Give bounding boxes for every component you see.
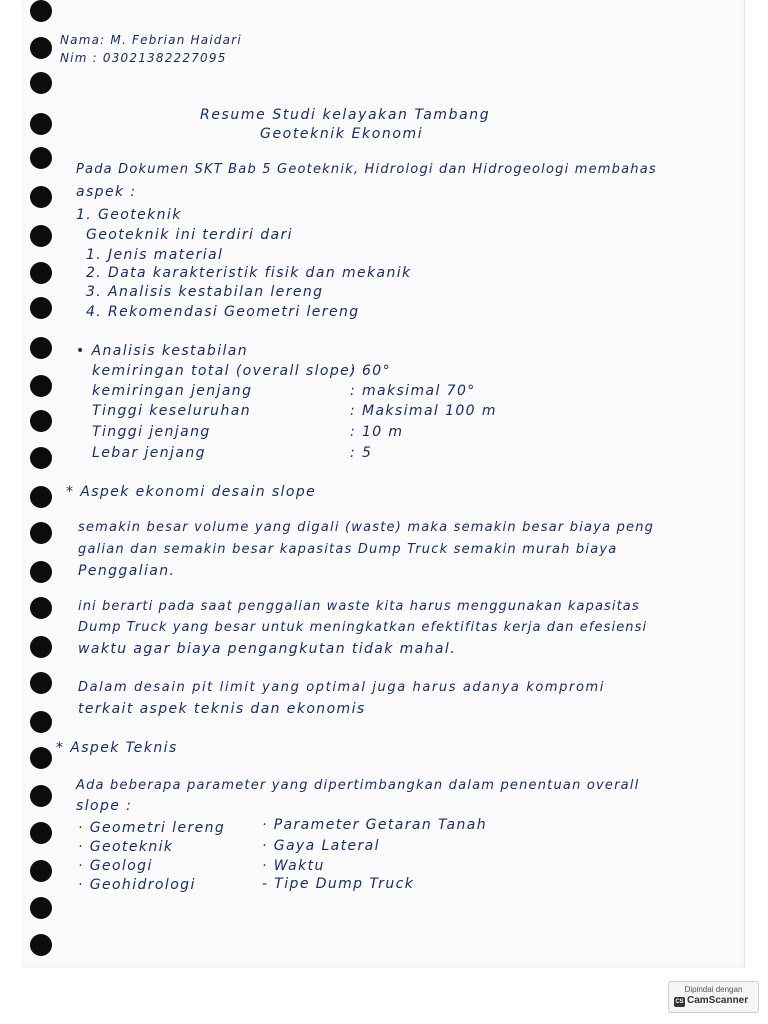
binder-hole [30, 711, 52, 733]
binder-hole [30, 447, 52, 469]
binder-hole [30, 375, 52, 397]
ekonomi-paragraph-line: terkait aspek teknis dan ekonomis [78, 701, 366, 717]
teknis-intro-line: slope : [76, 798, 133, 814]
ekonomi-heading: * Aspek ekonomi desain slope [66, 484, 317, 500]
binder-hole [30, 297, 52, 319]
page-title: Resume Studi kelayakan Tambang [200, 107, 491, 123]
ekonomi-paragraph-line: waktu agar biaya pengangkutan tidak mahal. [78, 641, 457, 657]
binder-hole [30, 410, 52, 432]
binder-hole [30, 747, 52, 769]
badge-app-name: CamScanner [687, 995, 749, 1006]
binder-hole [30, 897, 52, 919]
analisis-label: Tinggi keseluruhan [92, 403, 251, 419]
teknis-heading: * Aspek Teknis [56, 740, 178, 756]
binder-hole [30, 186, 52, 208]
binder-hole [30, 37, 52, 59]
page-subtitle: Geoteknik Ekonomi [260, 126, 424, 142]
ekonomi-paragraph-line: Dalam desain pit limit yang optimal juga harus adanya kompromi [78, 680, 605, 695]
intro-line: Pada Dokumen SKT Bab 5 Geoteknik, Hidrologi dan Hidrogeologi membahas [76, 162, 657, 177]
analisis-value: : 5 [350, 445, 373, 461]
binder-hole [30, 262, 52, 284]
analisis-label: Tinggi jenjang [92, 424, 211, 440]
binder-hole [30, 785, 52, 807]
binder-hole [30, 225, 52, 247]
ekonomi-paragraph-line: Dump Truck yang besar untuk meningkatkan efektifitas kerja dan efesiensi [78, 620, 648, 635]
binder-hole [30, 860, 52, 882]
ekonomi-paragraph-line: Penggalian. [78, 563, 176, 579]
binder-hole [30, 486, 52, 508]
section-heading-geoteknik: 1. Geoteknik [76, 207, 182, 223]
ekonomi-paragraph-line: semakin besar volume yang digali (waste) maka semakin besar biaya peng [78, 520, 655, 535]
analisis-label: kemiringan jenjang [92, 383, 253, 399]
analisis-label: kemiringan total (overall slope) [92, 363, 358, 379]
teknis-intro-line: Ada beberapa parameter yang dipertimbangkan dalam penentuan overall [76, 778, 640, 793]
teknis-item: · Geometri lereng [78, 820, 226, 836]
ekonomi-paragraph-line: galian dan semakin besar kapasitas Dump Truck semakin murah biaya [78, 542, 618, 557]
geoteknik-subheading: Geoteknik ini terdiri dari [86, 227, 293, 243]
binder-hole [30, 113, 52, 135]
camscanner-logo-icon: CS [675, 999, 684, 1005]
teknis-item: · Geohidrologi [78, 877, 196, 893]
teknis-item: · Geologi [78, 858, 153, 874]
intro-line: aspek : [76, 184, 137, 200]
binder-hole [30, 337, 52, 359]
binder-hole [30, 822, 52, 844]
teknis-item: · Waktu [262, 858, 325, 874]
student-nim: Nim : 03021382227095 [60, 51, 227, 65]
binder-hole [30, 561, 52, 583]
camscanner-badge [668, 981, 759, 1013]
geoteknik-item: 4. Rekomendasi Geometri lereng [86, 304, 360, 320]
geoteknik-item: 3. Analisis kestabilan lereng [86, 284, 324, 300]
ekonomi-paragraph-line: ini berarti pada saat penggalian waste kita harus menggunakan kapasitas [78, 599, 640, 614]
student-name: Nama: M. Febrian Haidari [60, 33, 242, 47]
binder-hole [30, 72, 52, 94]
teknis-item: - Tipe Dump Truck [262, 876, 415, 892]
binder-hole [30, 934, 52, 956]
analisis-label: Lebar jenjang [92, 445, 206, 461]
binder-hole [30, 597, 52, 619]
binder-hole [30, 147, 52, 169]
analisis-value: : 60° [350, 363, 391, 379]
teknis-item: · Gaya Lateral [262, 838, 380, 854]
analisis-value: : maksimal 70° [350, 383, 476, 399]
teknis-item: · Geoteknik [78, 839, 174, 855]
binder-hole [30, 0, 52, 22]
analisis-heading: • Analisis kestabilan [76, 343, 249, 359]
badge-caption: Dipindai dengan [684, 985, 743, 994]
analisis-value: : 10 m [350, 424, 404, 440]
teknis-item: · Parameter Getaran Tanah [262, 817, 487, 833]
geoteknik-item: 2. Data karakteristik fisik dan mekanik [86, 265, 412, 281]
binder-hole [30, 522, 52, 544]
binder-hole [30, 636, 52, 658]
binder-hole [30, 672, 52, 694]
analisis-value: : Maksimal 100 m [350, 403, 497, 419]
geoteknik-item: 1. Jenis material [86, 247, 224, 263]
